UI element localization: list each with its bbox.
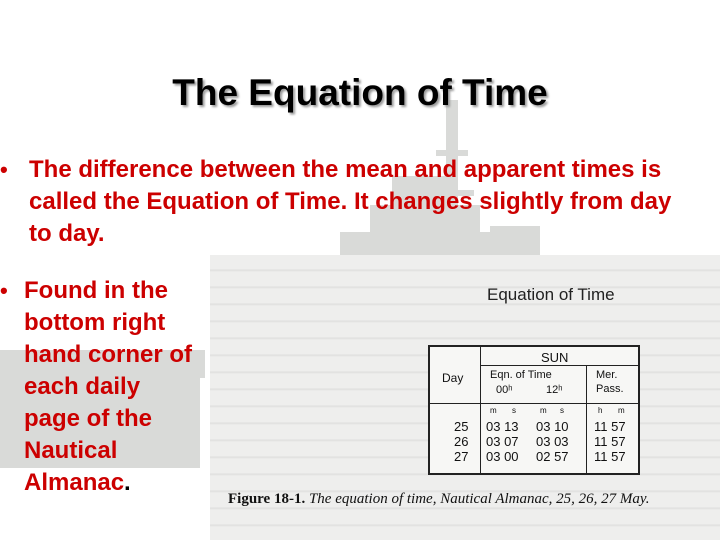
bullet-text (24, 275, 200, 499)
unit-label: m (618, 406, 625, 415)
unit-label: m (490, 406, 497, 415)
almanac-scan-image (210, 255, 720, 540)
figure-caption (228, 491, 650, 508)
figure-label: Figure 18-1. (228, 491, 306, 507)
bullet-equation-definition (0, 154, 690, 250)
bullet-text: The difference between the mean and apparent times is called the Equation of Time. It changes slightly from day to day. (29, 156, 672, 247)
bullet-text-end: . (124, 469, 131, 496)
figure-caption-text: The equation of time, Nautical Almanac, 25, 26, 27 May. (308, 491, 650, 507)
unit-label: m (540, 406, 547, 415)
eqn-00-header: 00ʰ (496, 384, 513, 396)
unit-label: h (598, 406, 603, 415)
mer-header: Mer. (596, 369, 618, 381)
bullet-marker: • (0, 157, 8, 182)
unit-label: s (560, 406, 564, 415)
eqn-12-header: 12ʰ (546, 384, 563, 396)
pass-header: Pass. (596, 383, 624, 395)
bullet-marker: • (0, 278, 8, 303)
eqn-header: Eqn. of Time (490, 369, 552, 381)
table-divider (480, 365, 638, 366)
figure-title: Equation of Time (487, 285, 615, 304)
table-divider (430, 403, 638, 404)
slide-title: The Equation of Time (172, 72, 548, 113)
table-divider (586, 365, 587, 473)
nautical-almanac-text: Nautical Almanac (24, 437, 125, 496)
bullet-almanac-location (0, 275, 200, 499)
sun-header: SUN (541, 350, 569, 365)
equation-of-time-table: SUN Day Eqn. of Time 00ʰ 12ʰ Mer. Pass. m s m s h m 25 03 13 03 10 11 57 26 03 07 03 03 11 57 27 03 00 02 57 11 57 (428, 345, 640, 475)
bullet-text-plain: Found in the bottom right hand corner of each daily page of the (24, 277, 193, 432)
unit-label: s (512, 406, 516, 415)
day-header: Day (442, 371, 464, 385)
